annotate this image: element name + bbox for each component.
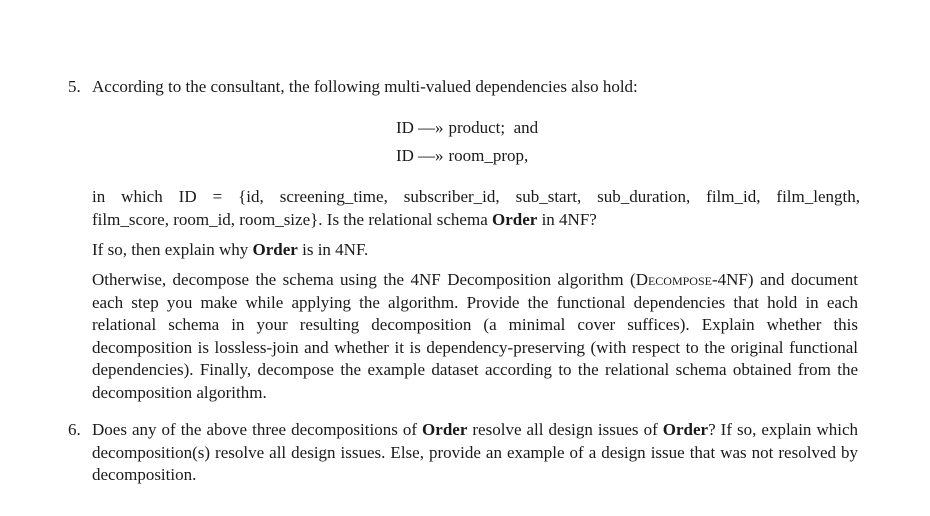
mvd-rhs: room_prop, [448,146,529,165]
mvd-lhs: ID [396,118,414,137]
algorithm-name: Decompose [635,270,712,289]
mvd-2 [396,145,528,167]
id-definition-line-2: film_score, room_id, room_size}. Is the relational schema Order in 4NF? [92,210,597,229]
schema-name: Order [492,210,538,229]
schema-name: Order [422,420,468,439]
schema-name: Order [662,420,709,439]
question-6: Does any of the above three decompositions of Order resolve all design issues of Order? If so, explain which decomposition(s) resolve all design issues. Else, provide an example of a design issue that was not resolved by decomposition. [92,420,858,484]
question-number-6: 6. [68,420,81,439]
question-number: 5. [68,77,81,96]
mvd-lhs: ID [396,146,414,165]
mvd-suffix: and [513,118,539,137]
id-definition-line-1: in which ID = {id, screening_time, subscriber_id, sub_start, sub_duration, film_id, film_length, [92,187,860,206]
otherwise-paragraph: Otherwise, decompose the schema using the 4NF Decomposition algorithm (Decompose-4NF) and document each step you make while applying the algorithm. Provide the functional dependencies that hold in each relational schema in your resulting decomposition (a minimal cover suffices). Explain whether this decomposition is lossless-join and whether it is dependency-preserving (with respect to the original functional dependencies). Finally, decompose the example dataset according to the relational schema obtained from the decomposition algorithm. [92,270,858,402]
if-so-paragraph: If so, then explain why Order is in 4NF. [92,240,369,259]
mvd-rhs: product; [448,118,506,137]
multivalued-arrow-icon: —» [417,118,444,137]
schema-name: Order [252,240,298,259]
question-intro: According to the consultant, the following multi-valued dependencies also hold: [92,77,638,96]
multivalued-arrow-icon: —» [417,146,444,165]
mvd-1 [396,117,538,139]
